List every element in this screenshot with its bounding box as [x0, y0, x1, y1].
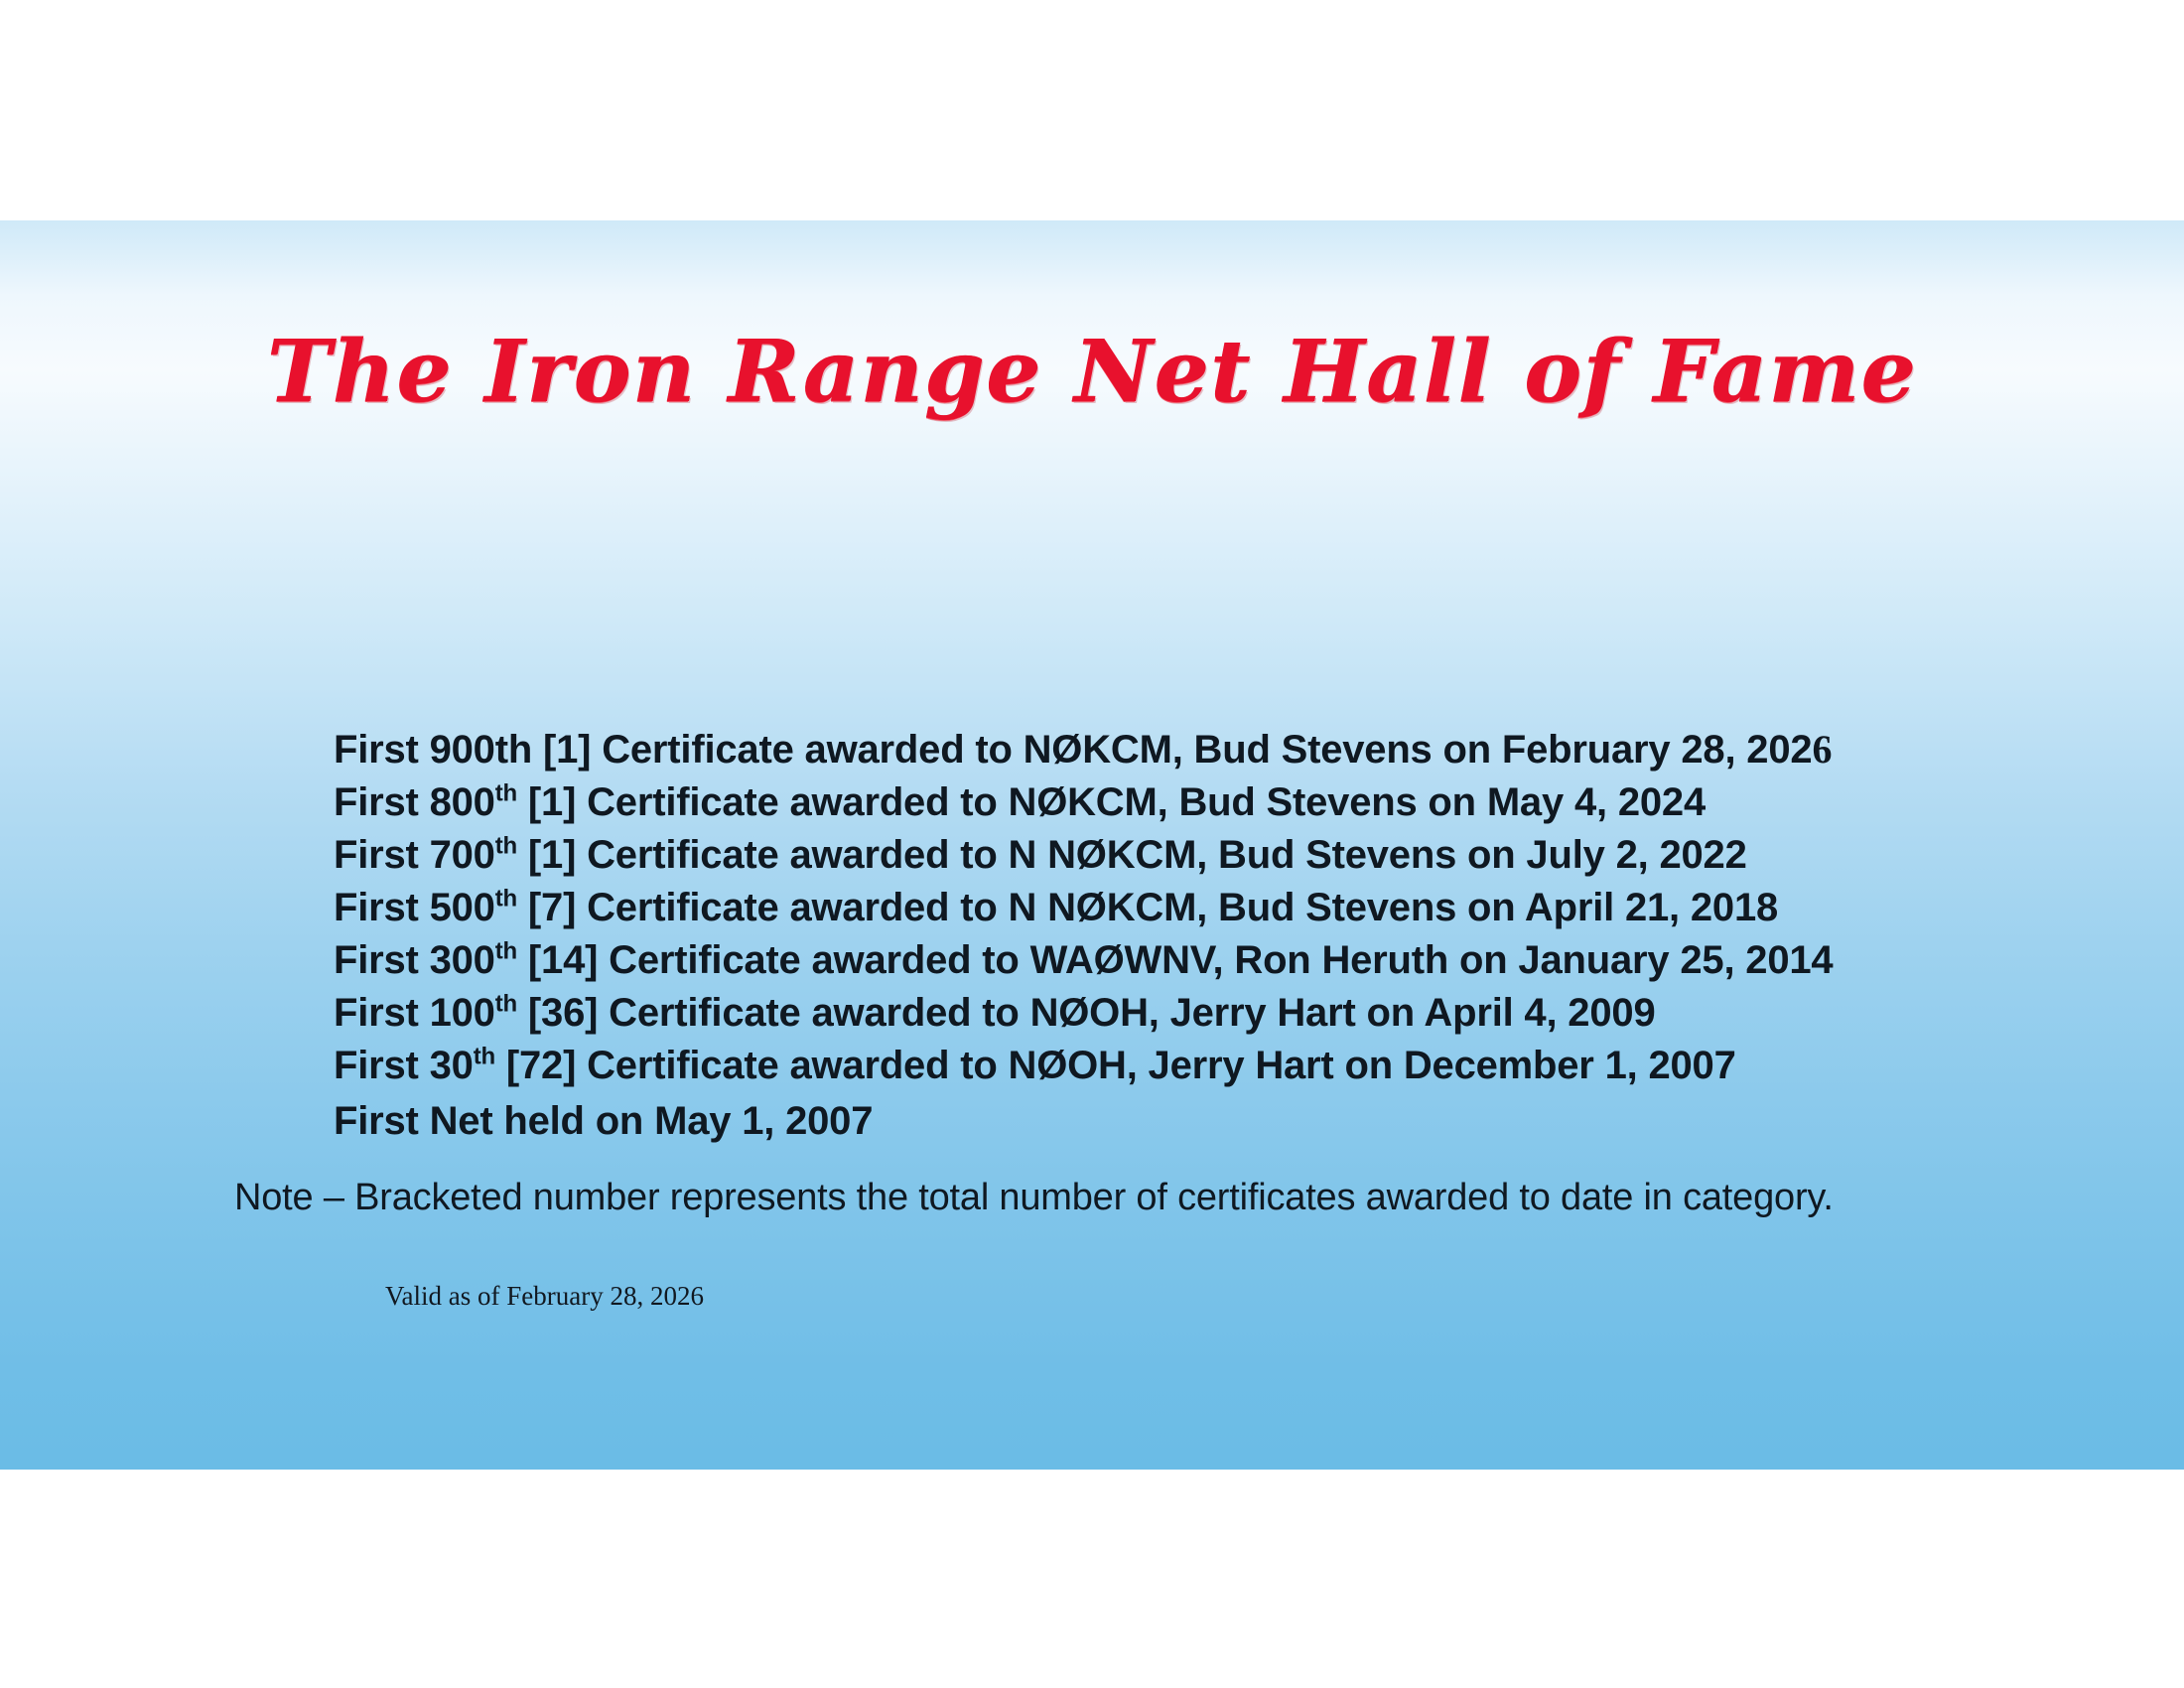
entry-ordinal: th — [494, 779, 517, 807]
entry-suffix: [72] Certificate awarded to NØOH, Jerry Hart on December 1, 2007 — [494, 1044, 1736, 1087]
hall-of-fame-entry-list — [334, 727, 2021, 1154]
list-item — [334, 1043, 2021, 1087]
validity-text: Valid as of February 28, 2026 — [385, 1281, 704, 1311]
entry-suffix: [1] Certificate awarded to N NØKCM, Bud Stevens on July 2, 2022 — [517, 833, 1747, 877]
list-item — [334, 832, 2021, 877]
entry-suffix: [7] Certificate awarded to N NØKCM, Bud Stevens on April 21, 2018 — [517, 886, 1779, 929]
entry-ordinal: th — [494, 885, 517, 913]
entry-ordinal: th — [473, 1043, 495, 1070]
entry-prefix: First 30 — [334, 1044, 474, 1087]
entry-prefix: First 500 — [334, 886, 495, 929]
entry-prefix: First 100 — [334, 991, 495, 1035]
list-item — [334, 779, 2021, 824]
list-item — [334, 937, 2021, 982]
list-item — [334, 1101, 2021, 1141]
entry-suffix: 6 — [1812, 727, 1833, 772]
list-item — [334, 727, 2021, 772]
entry-ordinal: th — [494, 832, 517, 860]
note-text: Note – Bracketed number represents the total number of certificates awarded to date in category. — [234, 1177, 1834, 1218]
entry-prefix: First Net held on May 1, 2007 — [334, 1099, 874, 1143]
list-item — [334, 885, 2021, 929]
entry-suffix: [14] Certificate awarded to WAØWNV, Ron Heruth on January 25, 2014 — [517, 938, 1834, 982]
entry-ordinal: th — [494, 990, 517, 1018]
list-item — [334, 990, 2021, 1035]
entry-suffix: [36] Certificate awarded to NØOH, Jerry Hart on April 4, 2009 — [517, 991, 1656, 1035]
entry-prefix: First 900th [1] Certificate awarded to NØKCM, Bud Stevens on February 28, 202 — [334, 728, 1813, 772]
page-title: The Iron Range Net Hall of Fame — [266, 322, 1918, 422]
entry-prefix: First 700 — [334, 833, 495, 877]
entry-prefix: First 300 — [334, 938, 495, 982]
entry-suffix: [1] Certificate awarded to NØKCM, Bud Stevens on May 4, 2024 — [517, 780, 1706, 824]
entry-ordinal: th — [494, 937, 517, 965]
entry-prefix: First 800 — [334, 780, 495, 824]
